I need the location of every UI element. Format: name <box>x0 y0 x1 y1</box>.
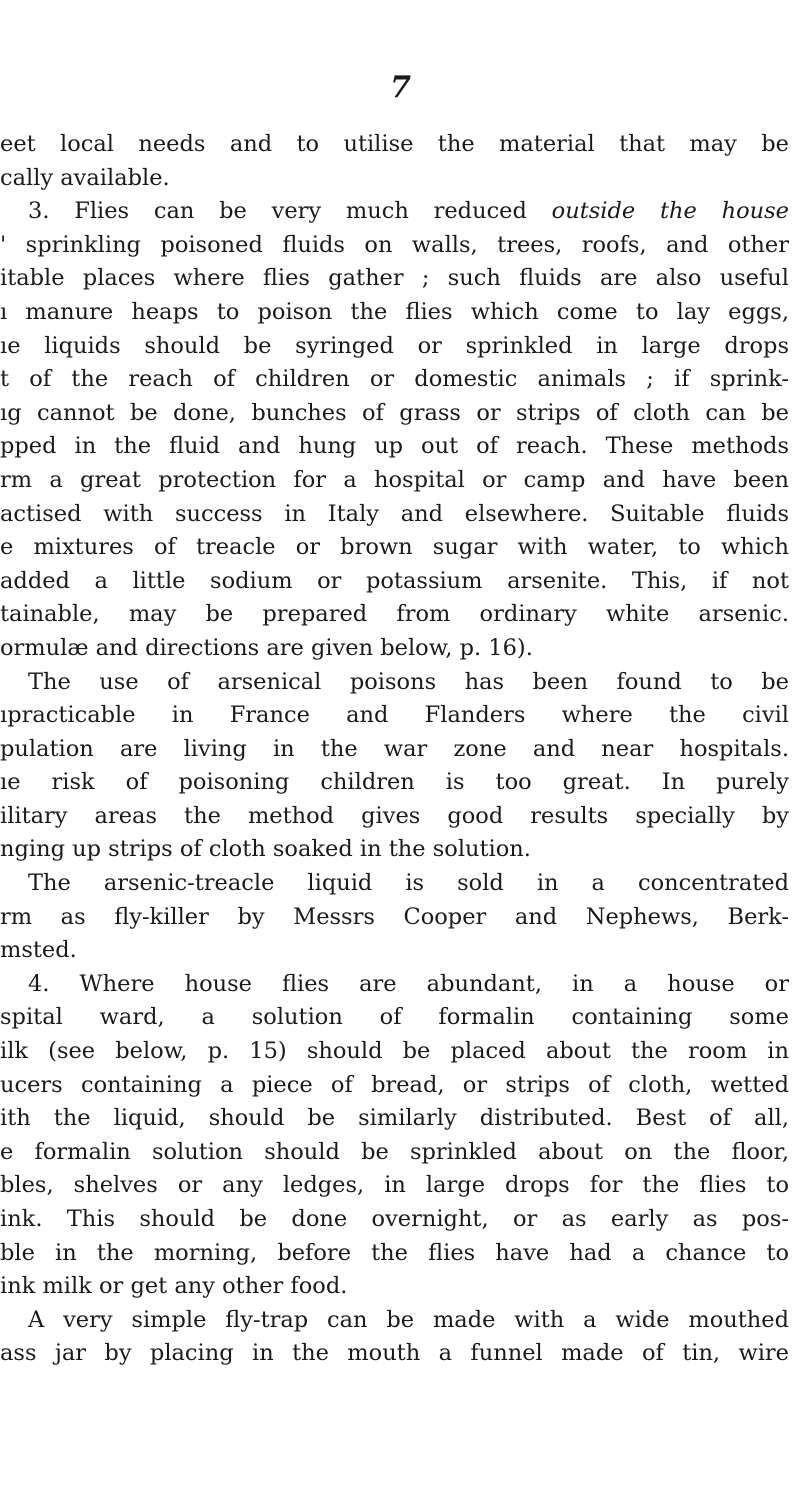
text-line: ıpracticable in France and Flanders where the civil <box>0 702 789 729</box>
text-line: msted. <box>0 937 77 964</box>
text-line: ink. This should be done overnight, or as early as pos- <box>0 1206 789 1232</box>
text-line: A very simple fly-trap can be made with a wide mouthed <box>28 1306 789 1333</box>
text-line: nging up strips of cloth soaked in the solution. <box>0 836 531 863</box>
text-line: added a little sodium or potassium arsenite. This, if not <box>0 567 789 594</box>
text-line: itable places where flies gather ; such fluids are also useful <box>0 265 789 292</box>
text-line: ith the liquid, should be similarly distributed. Best of all, <box>0 1105 789 1132</box>
text-line: 4. Where house flies are abundant, in a house or <box>28 970 789 997</box>
body-text <box>0 128 801 1371</box>
text-line: ı manure heaps to poison the flies which come to lay eggs, <box>0 298 789 325</box>
text-line: The arsenic-treacle liquid is sold in a concentrated <box>28 870 789 897</box>
text-line: rm a great protection for a hospital or camp and have been <box>0 466 789 493</box>
text-line: rm as fly-killer by Messrs Cooper and Nephews, Berk- <box>0 903 789 930</box>
text-line: pulation are living in the war zone and near hospitals. <box>0 735 789 762</box>
text-line: ilk (see below, p. 15) should be placed about the room in <box>0 1038 789 1065</box>
text-line: ucers containing a piece of bread, or strips of cloth, wetted <box>0 1071 789 1098</box>
text-line: ass jar by placing in the mouth a funnel made of tin, wire <box>0 1340 789 1367</box>
text-line: spital ward, a solution of formalin containing some <box>0 1004 789 1031</box>
text-line: actised with success in Italy and elsewhere. Suitable fluids <box>0 500 789 527</box>
text-line: ıg cannot be done, bunches of grass or strips of cloth can be <box>0 399 789 426</box>
text-line: 3. Flies can be very much reduced outside the house <box>28 198 789 225</box>
text-line: pped in the fluid and hung up out of reach. These methods <box>0 433 789 460</box>
page-number: 7 <box>390 70 411 105</box>
text-line: cally available. <box>0 164 170 191</box>
text-line: ormulæ and directions are given below, p. 16). <box>0 634 533 661</box>
text-line: ıe risk of poisoning children is too great. In purely <box>0 769 789 796</box>
text-line: ink milk or get any other food. <box>0 1273 348 1300</box>
text-line: eet local needs and to utilise the material that may be <box>0 131 789 157</box>
text-line: e mixtures of treacle or brown sugar with water, to which <box>0 534 789 561</box>
text-line: bles, shelves or any ledges, in large drops for the flies to <box>0 1172 789 1199</box>
text-line: e formalin solution should be sprinkled about on the floor, <box>0 1138 789 1165</box>
text-line: The use of arsenical poisons has been found to be <box>28 668 789 695</box>
text-line: ıe liquids should be syringed or sprinkled in large drops <box>0 332 789 359</box>
text-line: t of the reach of children or domestic animals ; if sprink- <box>0 366 789 393</box>
text-line: ble in the morning, before the flies have had a chance to <box>0 1239 789 1266</box>
text-line: tainable, may be prepared from ordinary white arsenic. <box>0 601 789 628</box>
text-line: ilitary areas the method gives good results specially by <box>0 802 789 829</box>
text-line: ' sprinkling poisoned fluids on walls, trees, roofs, and other <box>0 231 789 258</box>
